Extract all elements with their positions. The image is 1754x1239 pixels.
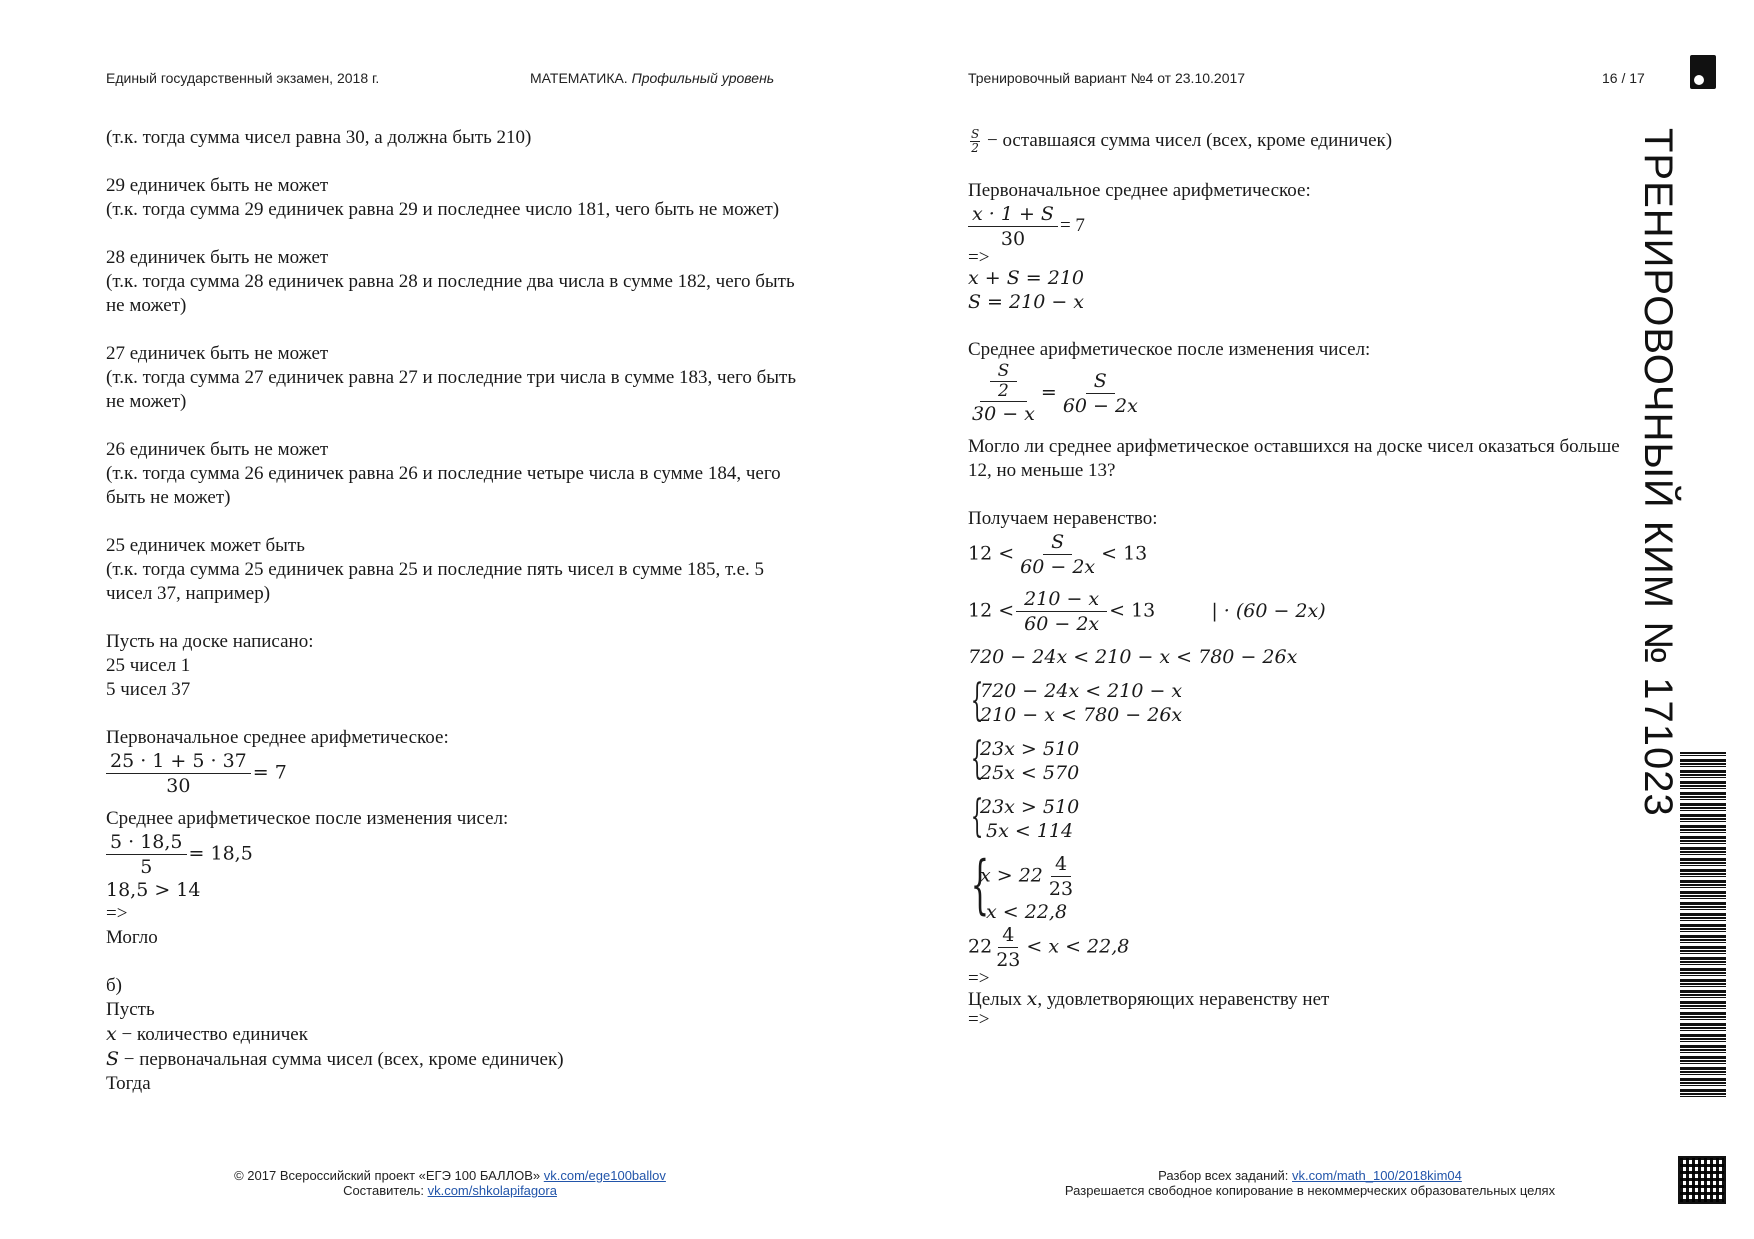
- inequality-2: [968, 588, 1628, 635]
- text-line: (т.к. тогда сумма 26 единичек равна 26 и последние четыре числа в сумме 184, чего быть не может): [106, 463, 781, 508]
- qr-code-icon: [1680, 1158, 1724, 1202]
- text-line: (т.к. тогда сумма 28 единичек равна 28 и последние два числа в сумме 182, чего быть не может): [106, 271, 795, 316]
- implication-arrow: =>: [968, 968, 990, 989]
- fraction-numerator: x · 1 + S: [968, 203, 1058, 227]
- header-subject-name: МАТЕМАТИКА.: [530, 70, 628, 86]
- inequality-left: 12 <: [968, 599, 1015, 622]
- footer-analysis-label: Разбор всех заданий:: [1158, 1168, 1289, 1183]
- corner-mark-icon: [1690, 55, 1716, 89]
- fraction-denominator: 23: [1048, 878, 1074, 900]
- fraction-numerator: 4: [1051, 853, 1071, 877]
- fraction-denominator: 23: [996, 949, 1021, 971]
- inequality-right: < 13: [1101, 542, 1148, 565]
- variable: x: [106, 1023, 117, 1045]
- conclusion-part: , удовлетворяющих неравенству нет: [1037, 989, 1330, 1010]
- fraction-denominator: 2: [971, 141, 979, 155]
- fraction-denominator: 30: [166, 775, 191, 797]
- question-text: Могло ли среднее арифметическое оставшихся на доске чисел оказаться больше 12, но меньше 13?: [968, 436, 1620, 481]
- equation: x + S = 210: [968, 267, 1084, 289]
- system-row: x < 22,8: [980, 901, 1068, 923]
- header-subject: [530, 70, 774, 86]
- fraction-numerator: 5 · 18,5: [106, 831, 187, 855]
- text-line: Первоначальное среднее арифметическое:: [106, 727, 449, 748]
- system-row: 25x < 570: [980, 762, 1080, 784]
- fraction-numerator: S: [971, 127, 980, 141]
- fraction-denominator: 5: [140, 856, 153, 878]
- text-line: Среднее арифметическое после изменения чисел:: [968, 339, 1371, 360]
- equals-sign: =: [1040, 381, 1057, 404]
- text-line: (т.к. тогда сумма 25 единичек равна 25 и последние пять чисел в сумме 185, т.е. 5 чисел 37, например): [106, 559, 765, 604]
- conclusion-part: Целых: [968, 989, 1027, 1010]
- fraction-numerator: 210 − x: [1016, 588, 1107, 612]
- system-row: [980, 853, 1079, 900]
- definition-text: − первоначальная сумма чисел (всех, кроме единичек): [119, 1049, 564, 1070]
- text-line: 5 чисел 37: [106, 679, 191, 700]
- inequality-right: < 13: [1109, 599, 1156, 622]
- fraction-numerator: S: [990, 362, 1018, 382]
- text-line: Пусть на доске написано:: [106, 631, 314, 652]
- system-3: [968, 791, 1628, 843]
- brace-icon: {: [970, 791, 984, 842]
- conclusion-text: [968, 987, 1628, 1012]
- right-column: [968, 128, 1628, 1028]
- implication-arrow: =>: [968, 247, 990, 268]
- definition-text: − количество единичек: [116, 1024, 308, 1045]
- header-variant: Тренировочный вариант №4 от 23.10.2017: [968, 70, 1246, 86]
- system-row: 23x > 510: [980, 738, 1080, 760]
- equation: S = 210 − x: [968, 291, 1084, 313]
- interval-integer: 22: [968, 935, 993, 958]
- inequality-1: [968, 531, 1628, 578]
- inequality-3: 720 − 24x < 210 − x < 780 − 26x: [968, 646, 1298, 668]
- system-row: 210 − x < 780 − 26x: [980, 704, 1183, 726]
- system-row: 5x < 114: [980, 820, 1074, 842]
- system-2: [968, 733, 1628, 785]
- fraction-denominator: 30 − x: [972, 403, 1035, 425]
- multiplier-note: | · (60 − 2x): [1211, 599, 1326, 622]
- fraction-denominator: 60 − 2x: [1062, 395, 1138, 417]
- definition-s: [106, 1047, 806, 1072]
- system-1: [968, 675, 1628, 727]
- text-line: 29 единичек быть не может: [106, 175, 329, 196]
- footer-right: [1000, 1168, 1620, 1198]
- implication-arrow: =>: [106, 903, 128, 924]
- footer-copyright: © 2017 Всероссийский проект «ЕГЭ 100 БАЛЛОВ»: [234, 1168, 541, 1183]
- fraction-denominator: 60 − 2x: [1024, 613, 1100, 635]
- barcode-icon: [1680, 752, 1726, 1098]
- definition-x: [106, 1022, 806, 1047]
- inequality-left: 12 <: [968, 542, 1015, 565]
- fraction-denominator: 2: [998, 381, 1009, 401]
- formula-new-mean-general: [968, 362, 1628, 425]
- definition-text: − оставшаяся сумма чисел (всех, кроме единичек): [982, 129, 1393, 151]
- formula-initial-mean-general: [968, 203, 1628, 250]
- text-line: 26 единичек быть не может: [106, 439, 329, 460]
- formula-result: = 18,5: [188, 842, 253, 865]
- text-line: Среднее арифметическое после изменения чисел:: [106, 808, 509, 829]
- text-line: 25 чисел 1: [106, 655, 191, 676]
- text-line: Первоначальное среднее арифметическое:: [968, 180, 1311, 201]
- fraction-numerator: S: [1043, 531, 1072, 555]
- system-4: [968, 848, 1628, 924]
- brace-icon: {: [970, 675, 984, 726]
- system-row: 720 − 24x < 210 − x: [980, 680, 1183, 702]
- vertical-kim-title: ТРЕНИРОВОЧНЫЙ КИМ № 171023: [1636, 128, 1680, 817]
- footer-link-shkolapifagora[interactable]: vk.com/shkolapifagora: [427, 1183, 557, 1198]
- formula-result: = 7: [252, 761, 287, 784]
- left-column: [106, 126, 806, 1096]
- text-line: (т.к. тогда сумма 27 единичек равна 27 и последние три числа в сумме 183, чего быть не может): [106, 367, 797, 412]
- page-number: 16 / 17: [1602, 70, 1645, 86]
- footer-link-ege100ballov[interactable]: vk.com/ege100ballov: [543, 1168, 666, 1183]
- header-subject-level: Профильный уровень: [631, 70, 775, 86]
- formula-new-mean: [106, 831, 806, 878]
- text-line: (т.к. тогда сумма 29 единичек равна 29 и последнее число 181, чего быть не может): [106, 199, 780, 220]
- inequality: 18,5 > 14: [106, 879, 201, 901]
- formula-initial-mean: [106, 750, 806, 797]
- implication-arrow: =>: [968, 1009, 990, 1030]
- final-interval: [968, 924, 1628, 971]
- variable: S: [106, 1048, 120, 1070]
- text-line: Тогда: [106, 1073, 151, 1094]
- text-line: 28 единичек быть не может: [106, 247, 329, 268]
- text-line: (т.к. тогда сумма чисел равна 30, а должна быть 210): [106, 127, 532, 148]
- text-line: 27 единичек быть не может: [106, 343, 329, 364]
- fraction-denominator: 60 − 2x: [1020, 556, 1096, 578]
- system-row-text: x > 22: [980, 864, 1043, 887]
- footer-author-label: Составитель:: [343, 1183, 424, 1198]
- fraction-denominator: 30: [1000, 228, 1026, 250]
- header-exam-title: Единый государственный экзамен, 2018 г.: [106, 70, 380, 86]
- fraction-numerator: S: [1086, 370, 1115, 394]
- text-line: 25 единичек может быть: [106, 535, 305, 556]
- text-line: Пусть: [106, 999, 155, 1020]
- footer-left: [150, 1168, 750, 1198]
- part-label: б): [106, 975, 122, 996]
- formula-result: = 7: [1059, 214, 1085, 236]
- text-line: Получаем неравенство:: [968, 508, 1158, 529]
- footer-link-math100[interactable]: vk.com/math_100/2018kim04: [1292, 1168, 1462, 1183]
- system-row: 23x > 510: [980, 796, 1080, 818]
- interval-rest: < x < 22,8: [1026, 935, 1130, 958]
- variable: x: [1026, 988, 1038, 1010]
- footer-license: Разрешается свободное копирование в некоммерческих образовательных целях: [1064, 1183, 1556, 1198]
- brace-icon: {: [970, 848, 990, 922]
- text-line: Могло: [106, 927, 158, 948]
- definition-half-s: [968, 128, 1628, 155]
- fraction-numerator: 4: [998, 924, 1018, 948]
- fraction-numerator: 25 · 1 + 5 · 37: [106, 750, 251, 774]
- brace-icon: {: [970, 733, 984, 784]
